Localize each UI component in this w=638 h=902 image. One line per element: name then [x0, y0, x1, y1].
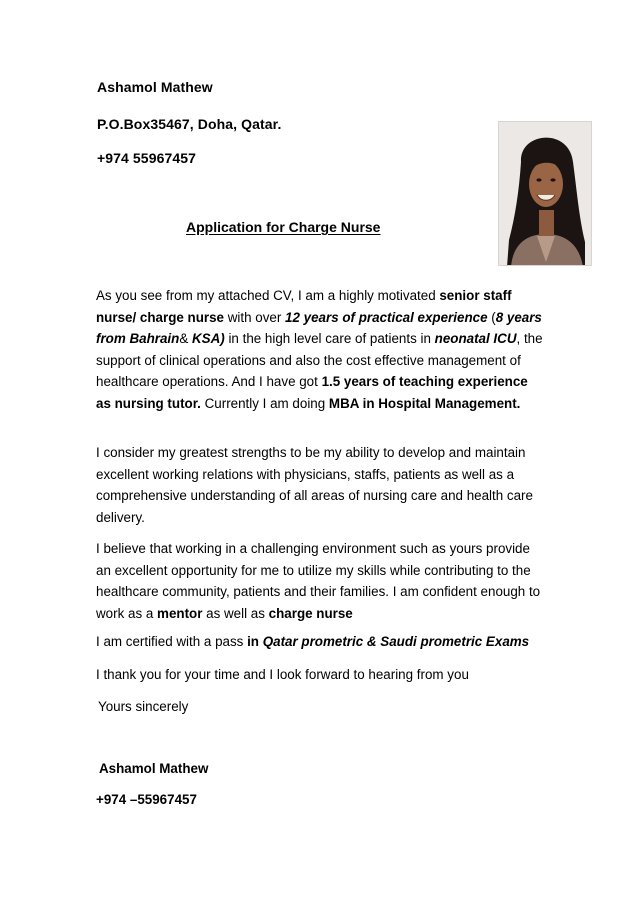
- p1-text: with over: [224, 309, 286, 325]
- p4-text: I am certified with a pass: [96, 634, 248, 649]
- closing-line: [98, 696, 548, 718]
- p1-bold-mba: MBA in Hospital Management.: [328, 395, 521, 411]
- p1-text: Currently I am doing: [200, 395, 329, 411]
- paragraph-thanks: [96, 664, 546, 686]
- applicant-photo: [498, 121, 592, 266]
- p1-text: in the high level care of patients in: [224, 331, 435, 346]
- paragraph-opportunity: [96, 538, 546, 624]
- letter-title: Application for Charge Nurse: [186, 219, 381, 235]
- applicant-name: Ashamol Mathew: [97, 79, 213, 95]
- applicant-phone: +974 55967457: [97, 150, 197, 166]
- p1-bold-italic-nicu: neonatal ICU: [434, 331, 517, 346]
- p4-bold-in: in: [247, 634, 263, 649]
- signature-phone: +974 –55967457: [96, 792, 197, 807]
- p3-bold-mentor: mentor: [157, 605, 203, 621]
- p3-bold-charge-nurse: charge nurse: [268, 605, 353, 621]
- p1-bold-role: senior staff nurse/ charge nurse: [96, 288, 512, 325]
- p2-text: I consider my greatest strengths to be my ability to develop and maintain excellent working relations with physicians, staffs, patients as well as a comprehensive understanding of all areas of nursing care and health care delivery.: [96, 445, 533, 525]
- signature-name: Ashamol Mathew: [99, 761, 209, 776]
- paragraph-strengths: [96, 442, 546, 528]
- p5-text: I thank you for your time and I look forward to hearing from you: [96, 667, 469, 682]
- p1-text: As you see from my attached CV, I am a highly motivated: [96, 288, 440, 303]
- p3-text: as well as: [202, 605, 269, 621]
- p1-bold-teaching: 1.5 years of teaching experience as nursing tutor.: [96, 374, 528, 411]
- p1-text: &: [179, 331, 192, 346]
- paragraph-certification: [96, 631, 546, 653]
- p4-bold-italic-exams: Qatar prometric & Saudi prometric Exams: [262, 634, 530, 649]
- p1-bold-italic-experience: 12 years of practical experience: [285, 309, 488, 325]
- paragraph-intro: [96, 285, 546, 414]
- p1-bold-italic-ksa: KSA): [192, 331, 225, 346]
- p3-text: I believe that working in a challenging environment such as yours provide an excellent opportunity for me to utilize my skills while contributing to the healthcare community, patients and their families. I am confident enough to work as a: [96, 541, 541, 621]
- applicant-address: P.O.Box35467, Doha, Qatar.: [97, 116, 282, 132]
- p1-bold-italic-bahrain: 8 years from Bahrain: [96, 309, 542, 346]
- p1-text: (: [487, 309, 496, 325]
- closing-text: Yours sincerely: [98, 699, 189, 714]
- p1-text: , the support of clinical operations and also the cost effective management of healthcare operations. And I have got: [96, 331, 543, 389]
